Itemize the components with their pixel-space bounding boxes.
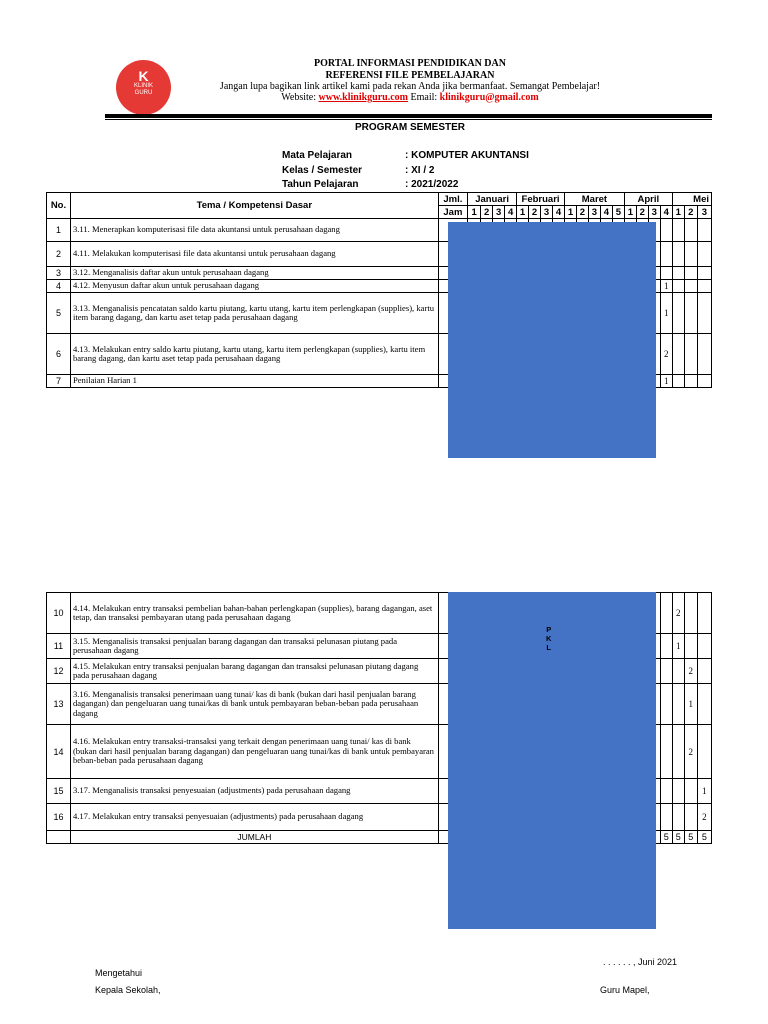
row-number: 11	[47, 634, 71, 659]
kompetensi-dasar: 3.12. Menganalisis daftar akun untuk perusahaan dagang	[70, 267, 438, 280]
row-number: 7	[47, 375, 71, 388]
pkl-letter-k: K	[546, 634, 552, 643]
week-header-9: 1	[564, 206, 576, 219]
col-header-jml: Jml.	[438, 193, 467, 206]
week-header-3: 3	[493, 206, 505, 219]
header-divider-thin	[105, 119, 712, 120]
col-header-tema: Tema / Kompetensi Dasar	[70, 193, 438, 219]
email-link[interactable]: klinikguru@gmail.com	[439, 92, 539, 103]
week-cell	[672, 779, 684, 804]
row-number: 4	[47, 280, 71, 293]
row-number: 13	[47, 684, 71, 725]
kompetensi-dasar: 3.16. Menganalisis transaksi penerimaan uang tunai/ kas di bank (bukan dari hasil penjualan barang dagangan) dan pengeluaran uang tunai/kas di bank untuk pembayaran beban-beban pada perusahaan dagang	[70, 684, 438, 725]
website-link[interactable]: www.klinikguru.com	[318, 92, 408, 103]
week-header-18: 1	[672, 206, 684, 219]
week-cell	[660, 659, 672, 684]
kepala-sekolah-text: Kepala Sekolah,	[95, 985, 161, 995]
pkl-block-2	[448, 592, 656, 929]
kompetensi-dasar: Penilaian Harian 1	[70, 375, 438, 388]
week-cell: 1	[672, 634, 684, 659]
row-number: 2	[47, 242, 71, 267]
week-header-5: 1	[517, 206, 529, 219]
row-number: 1	[47, 219, 71, 242]
week-cell	[684, 280, 697, 293]
week-header-14: 1	[624, 206, 636, 219]
pkl-letter-l: L	[546, 643, 551, 652]
kompetensi-dasar: 4.14. Melakukan entry transaksi pembelian bahan-bahan perlengkapan (supplies), barang dagangan, aset tetap, dan transaksi pembayaran utang pada perusahaan dagang	[70, 593, 438, 634]
week-cell	[660, 684, 672, 725]
klinikguru-logo	[116, 60, 171, 115]
signature-date: . . . . . . , Juni 2021	[603, 957, 678, 967]
row-number: 14	[47, 725, 71, 779]
week-cell	[697, 375, 711, 388]
week-header-13: 5	[612, 206, 624, 219]
week-cell	[697, 219, 711, 242]
header-line-1: PORTAL INFORMASI PENDIDIKAN DAN	[314, 58, 506, 69]
tahun-label: Tahun Pelajaran	[282, 179, 359, 190]
month-februari: Februari	[517, 193, 565, 206]
week-cell	[697, 725, 711, 779]
week-header-2: 2	[481, 206, 493, 219]
week-cell	[684, 593, 697, 634]
week-cell	[684, 293, 697, 334]
week-cell	[684, 375, 697, 388]
week-cell	[660, 219, 672, 242]
guru-mapel-text: Guru Mapel,	[600, 985, 650, 995]
week-cell	[697, 242, 711, 267]
mapel-value: : KOMPUTER AKUNTANSI	[405, 150, 529, 161]
total-empty	[47, 831, 71, 844]
week-cell	[660, 725, 672, 779]
week-cell	[672, 804, 684, 831]
kompetensi-dasar: 3.11. Menerapkan komputerisasi file data akuntansi untuk perusahaan dagang	[70, 219, 438, 242]
kompetensi-dasar: 4.16. Melakukan entry transaksi-transaksi yang terkait dengan penerimaan uang tunai/ kas di bank (bukan dari hasil penjualan barang dagangan) dan pengeluaran uang tunai/kas di bank untuk pembayaran beban-beban pada perusahaan dagang	[70, 725, 438, 779]
week-cell	[697, 684, 711, 725]
week-cell	[672, 242, 684, 267]
week-cell: 1	[684, 684, 697, 725]
week-cell	[697, 293, 711, 334]
kompetensi-dasar: 3.17. Menganalisis transaksi penyesuaian (adjustments) pada perusahaan dagang	[70, 779, 438, 804]
week-cell	[697, 334, 711, 375]
week-cell	[672, 659, 684, 684]
week-header-15: 2	[636, 206, 648, 219]
week-cell: 1	[660, 280, 672, 293]
total-week-cell: 5	[697, 831, 711, 844]
row-number: 12	[47, 659, 71, 684]
logo-text-2: GURU	[134, 90, 153, 96]
week-header-17: 4	[660, 206, 672, 219]
week-cell: 2	[672, 593, 684, 634]
week-cell: 2	[684, 725, 697, 779]
kompetensi-dasar: 3.13. Menganalisis pencatatan saldo kartu piutang, kartu utang, kartu item perlengkapan (supplies), kartu item barang dagang, dan kartu aset tetap pada perusahaan dagang	[70, 293, 438, 334]
week-cell: 2	[697, 804, 711, 831]
week-cell: 2	[684, 659, 697, 684]
week-header-11: 3	[588, 206, 600, 219]
week-cell	[697, 593, 711, 634]
col-header-jam: Jam	[438, 206, 467, 219]
week-cell	[684, 267, 697, 280]
total-week-cell: 5	[660, 831, 672, 844]
kompetensi-dasar: 4.17. Melakukan entry transaksi penyesuaian (adjustments) pada perusahaan dagang	[70, 804, 438, 831]
kompetensi-dasar: 3.15. Menganalisis transaksi penjualan barang dagangan dan transaksi pelunasan piutang pada perusahaan dagang	[70, 634, 438, 659]
logo-text-1: KLINIK	[133, 83, 153, 89]
pkl-block-1	[448, 222, 656, 458]
week-cell	[697, 659, 711, 684]
month-mei: Mei	[672, 193, 711, 206]
kompetensi-dasar: 4.12. Menyusun daftar akun untuk perusahaan dagang	[70, 280, 438, 293]
kelas-value: : XI / 2	[405, 165, 435, 176]
week-cell	[684, 334, 697, 375]
total-week-cell: 5	[684, 831, 697, 844]
row-number: 16	[47, 804, 71, 831]
total-label: JUMLAH	[70, 831, 438, 844]
week-cell	[672, 684, 684, 725]
week-cell	[684, 804, 697, 831]
week-cell	[660, 242, 672, 267]
week-header-6: 2	[529, 206, 541, 219]
week-cell: 1	[660, 293, 672, 334]
week-cell	[684, 219, 697, 242]
week-cell	[672, 280, 684, 293]
month-januari: Januari	[468, 193, 517, 206]
week-cell	[672, 334, 684, 375]
week-header-12: 4	[600, 206, 612, 219]
week-cell	[697, 267, 711, 280]
header-line-2: REFERENSI FILE PEMBELAJARAN	[325, 70, 495, 81]
pkl-letter-p: P	[546, 625, 552, 634]
week-cell	[697, 280, 711, 293]
kelas-label: Kelas / Semester	[282, 165, 363, 176]
pkl-label	[546, 625, 551, 652]
week-cell	[684, 634, 697, 659]
week-cell	[697, 634, 711, 659]
email-label: Email:	[410, 92, 438, 103]
month-april: April	[624, 193, 672, 206]
week-header-4: 4	[505, 206, 517, 219]
week-cell	[672, 375, 684, 388]
header-line-3: Jangan lupa bagikan link artikel kami pada rekan Anda jika bermanfaat. Semangat Pembelajar!	[219, 81, 601, 92]
week-cell: 1	[660, 375, 672, 388]
week-cell	[672, 267, 684, 280]
kompetensi-dasar: 4.15. Melakukan entry transaksi penjualan barang dagangan dan transaksi pelunasan piutang dagang pada perusahaan dagang	[70, 659, 438, 684]
month-maret: Maret	[564, 193, 624, 206]
week-cell: 1	[697, 779, 711, 804]
week-cell	[672, 293, 684, 334]
header-divider	[105, 114, 712, 118]
week-header-1: 1	[468, 206, 481, 219]
mengetahui-text: Mengetahui	[95, 968, 143, 978]
tahun-value: : 2021/2022	[405, 179, 459, 190]
week-cell	[660, 593, 672, 634]
week-header-10: 2	[576, 206, 588, 219]
week-cell	[684, 779, 697, 804]
document-title: PROGRAM SEMESTER	[354, 122, 465, 133]
mapel-label: Mata Pelajaran	[282, 150, 353, 161]
week-header-20: 3	[697, 206, 711, 219]
week-header-8: 4	[553, 206, 565, 219]
row-number: 6	[47, 334, 71, 375]
week-header-19: 2	[684, 206, 697, 219]
row-number: 10	[47, 593, 71, 634]
logo-letter: K	[138, 68, 149, 84]
col-header-no: No.	[47, 193, 71, 219]
kompetensi-dasar: 4.11. Melakukan komputerisasi file data akuntansi untuk perusahaan dagang	[70, 242, 438, 267]
week-cell	[660, 779, 672, 804]
week-cell	[660, 634, 672, 659]
week-header-7: 3	[541, 206, 553, 219]
website-label: Website:	[281, 92, 317, 103]
row-number: 5	[47, 293, 71, 334]
week-cell	[660, 267, 672, 280]
kompetensi-dasar: 4.13. Melakukan entry saldo kartu piutang, kartu utang, kartu item perlengkapan (supplies), kartu item barang dagang, dan kartu aset tetap pada perusahaan dagang	[70, 334, 438, 375]
header-contact	[200, 92, 620, 104]
week-cell	[672, 219, 684, 242]
row-number: 15	[47, 779, 71, 804]
week-cell	[672, 725, 684, 779]
week-cell	[684, 242, 697, 267]
week-header-16: 3	[648, 206, 660, 219]
total-week-cell: 5	[672, 831, 684, 844]
week-cell: 2	[660, 334, 672, 375]
row-number: 3	[47, 267, 71, 280]
week-cell	[660, 804, 672, 831]
